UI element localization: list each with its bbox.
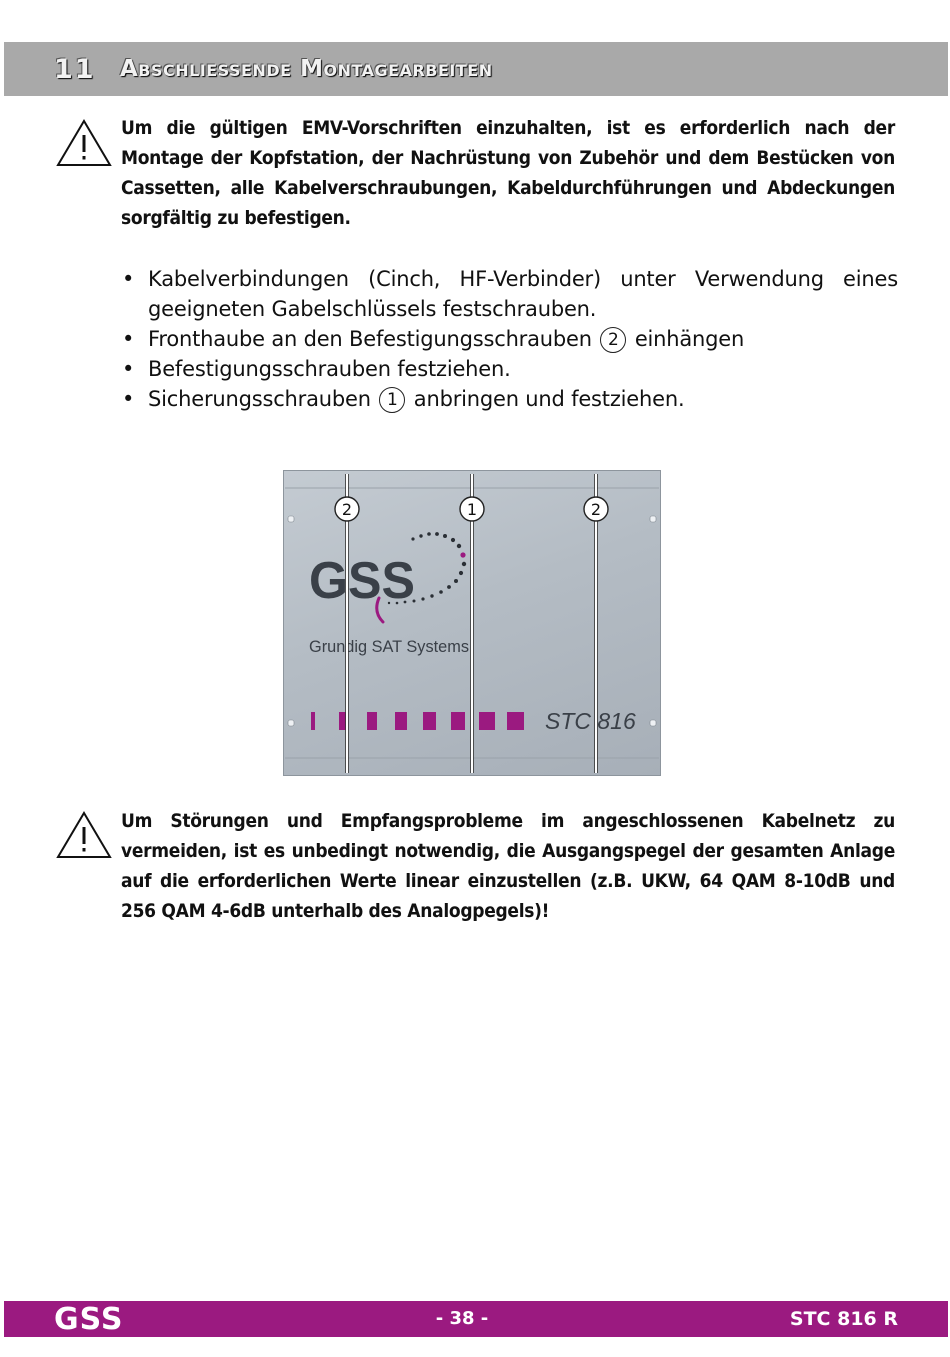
screw-callout-2-right: [584, 497, 608, 521]
bullet-dot: •: [122, 357, 135, 381]
screw-callout-2-left: [335, 497, 359, 521]
device-model-label: STC 816: [545, 708, 636, 734]
device-logo-text: GSS: [309, 552, 415, 610]
footer-logo: GSS: [54, 1302, 124, 1337]
callout-number: 1: [466, 500, 478, 519]
list-item: • Befestigungsschrauben festziehen.: [118, 354, 898, 384]
screw-marker-1: 1: [379, 387, 405, 413]
list-item: • Kabelverbindungen (Cinch, HF-Verbinder) unter Verwendung eines geeigneten Gabelschlüssels festschrauben.: [118, 264, 898, 324]
callout-number: 2: [341, 500, 353, 519]
signal-level-warning-text: Um Störungen und Empfangsprobleme im angeschlossenen Kabelnetz zu vermeiden, ist es unbedingt notwendig, die Ausgangspegel der gesamten Anlage auf die erforderlichen Werte linear einzustellen (z.B. UKW, 64 QAM 8-10dB und 256 QAM 4-6dB unterhalb des Analogpegels)!: [121, 810, 895, 922]
list-item: • Fronthaube an den Befestigungsschrauben 2 einhängen: [118, 324, 898, 354]
page-number: - 38 -: [435, 1308, 489, 1329]
section-title: Abschliessende Montagearbeiten: [120, 56, 493, 82]
device-front-illustration: [283, 470, 661, 776]
bullet-dot: •: [122, 267, 135, 291]
bullet-dot: •: [122, 387, 135, 411]
screw-marker-2: 2: [600, 327, 626, 353]
status-leds: [311, 712, 524, 730]
callout-number: 2: [590, 500, 602, 519]
list-item: • Sicherungsschrauben 1 anbringen und festziehen.: [118, 384, 898, 414]
device-front-photo: [283, 470, 661, 776]
assembly-steps-list: [118, 264, 898, 414]
bullet-dot: •: [122, 327, 135, 351]
section-number: 11: [54, 54, 96, 85]
footer-model-name: STC 816 R: [789, 1308, 898, 1330]
warning-triangle-icon: [56, 118, 112, 168]
emv-warning-text: Um die gültigen EMV-Vorschriften einzuhalten, ist es erforderlich nach der Montage der Kopfstation, der Nachrüstung von Zubehör und dem Bestücken von Cassetten, alle Kabelverschraubungen, Kabeldurchführungen und Abdeckungen sorgfältig zu befestigen.: [121, 117, 895, 229]
screw-callout-1: [460, 497, 484, 521]
device-logo-subtitle: Grundig SAT Systems: [309, 637, 469, 656]
warning-triangle-icon: [56, 810, 112, 860]
